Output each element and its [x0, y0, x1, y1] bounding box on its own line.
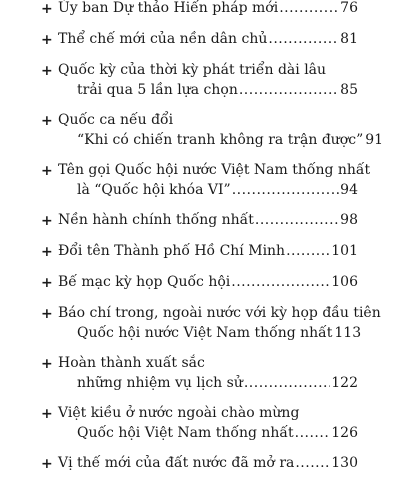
bullet-plus-icon: + — [41, 213, 53, 229]
toc-line — [58, 211, 358, 229]
leader-dots — [286, 242, 330, 260]
toc-line — [77, 424, 358, 442]
toc-title: Thể chế mới của nền dân chủ — [58, 31, 268, 47]
toc-title: Hoàn thành xuất sắc — [58, 355, 205, 371]
leader-dots — [255, 211, 339, 229]
toc-title: Nền hành chính thống nhất — [58, 212, 254, 228]
toc-line — [58, 454, 358, 472]
bullet-plus-icon: + — [41, 456, 53, 472]
toc-page-number: 81 — [340, 31, 358, 47]
toc-title-continued: Quốc hội Việt Nam thống nhất — [77, 425, 294, 441]
toc-page-number: 113 — [334, 325, 362, 341]
bullet-plus-icon: + — [41, 275, 53, 291]
leader-dots — [231, 273, 330, 291]
toc-title: Đổi tên Thành phố Hồ Chí Minh — [58, 243, 286, 259]
toc-entry — [0, 349, 400, 399]
toc-entry — [0, 0, 400, 25]
toc-line — [58, 30, 358, 48]
toc-title-continued: Quốc hội nước Việt Nam thống nhất — [77, 325, 333, 341]
toc-line — [77, 324, 362, 342]
toc-line — [77, 81, 358, 99]
toc-title: Ủy ban Dự thảo Hiến pháp mới — [58, 0, 279, 16]
bullet-plus-icon: + — [41, 63, 53, 79]
toc-page-number: 126 — [331, 425, 358, 441]
toc-entry — [0, 56, 400, 106]
toc-title: Vị thế mới của đất nước đã mở ra — [58, 455, 295, 471]
toc-page-number: 122 — [331, 375, 358, 391]
toc-entry — [0, 237, 400, 268]
toc-page-number: 91 — [365, 132, 384, 148]
toc-page-number: 106 — [331, 274, 358, 290]
bullet-plus-icon: + — [41, 113, 53, 129]
toc-page-number: 130 — [331, 455, 358, 471]
toc-page-number: 101 — [331, 243, 358, 259]
bullet-plus-icon: + — [41, 163, 53, 179]
leader-dots — [244, 374, 330, 392]
toc-page-number: 76 — [340, 0, 358, 16]
bullet-plus-icon: + — [41, 1, 53, 17]
toc-entry — [0, 299, 400, 349]
leader-dots — [279, 0, 339, 17]
toc-line — [77, 131, 384, 149]
toc-line — [58, 242, 358, 260]
toc-entry — [0, 399, 400, 449]
toc-title: Tên gọi Quốc hội nước Việt Nam thống nhất — [58, 162, 371, 178]
bullet-plus-icon: + — [41, 244, 53, 260]
toc-entry — [0, 156, 400, 206]
toc-line — [77, 181, 358, 199]
toc-page-number: 98 — [340, 212, 358, 228]
bullet-plus-icon: + — [41, 406, 53, 422]
bullet-plus-icon: + — [41, 306, 53, 322]
toc-title: Việt kiều ở nước ngoài chào mừng — [58, 405, 300, 421]
toc-entry — [0, 449, 400, 477]
leader-dots — [239, 81, 339, 99]
toc-line — [58, 273, 358, 291]
toc-title-continued: “Khi có chiến tranh không ra trận được” — [77, 132, 364, 148]
toc-line — [58, 0, 358, 17]
toc-title-continued: những nhiệm vụ lịch sử — [77, 375, 243, 391]
toc-line — [77, 374, 358, 392]
toc-title: Bế mạc kỳ họp Quốc hội — [58, 274, 231, 290]
toc-entry — [0, 25, 400, 56]
toc-title: Quốc kỳ của thời kỳ phát triển dài lâu — [58, 62, 327, 78]
bullet-plus-icon: + — [41, 356, 53, 372]
toc-entry — [0, 106, 400, 156]
bullet-plus-icon: + — [41, 32, 53, 48]
toc-page-number: 94 — [340, 182, 358, 198]
leader-dots — [232, 181, 339, 199]
toc-title-continued: là “Quốc hội khóa VI” — [77, 182, 231, 198]
leader-dots — [295, 424, 331, 442]
toc-title-continued: trải qua 5 lần lựa chọn — [77, 82, 238, 98]
leader-dots — [268, 30, 339, 48]
toc-title: Quốc ca nếu đổi — [58, 112, 174, 128]
toc-entry — [0, 206, 400, 237]
leader-dots — [295, 454, 330, 472]
toc-title: Báo chí trong, ngoài nước với kỳ họp đầu tiên — [58, 305, 381, 321]
toc-page-number: 85 — [340, 82, 358, 98]
toc-entry — [0, 268, 400, 299]
